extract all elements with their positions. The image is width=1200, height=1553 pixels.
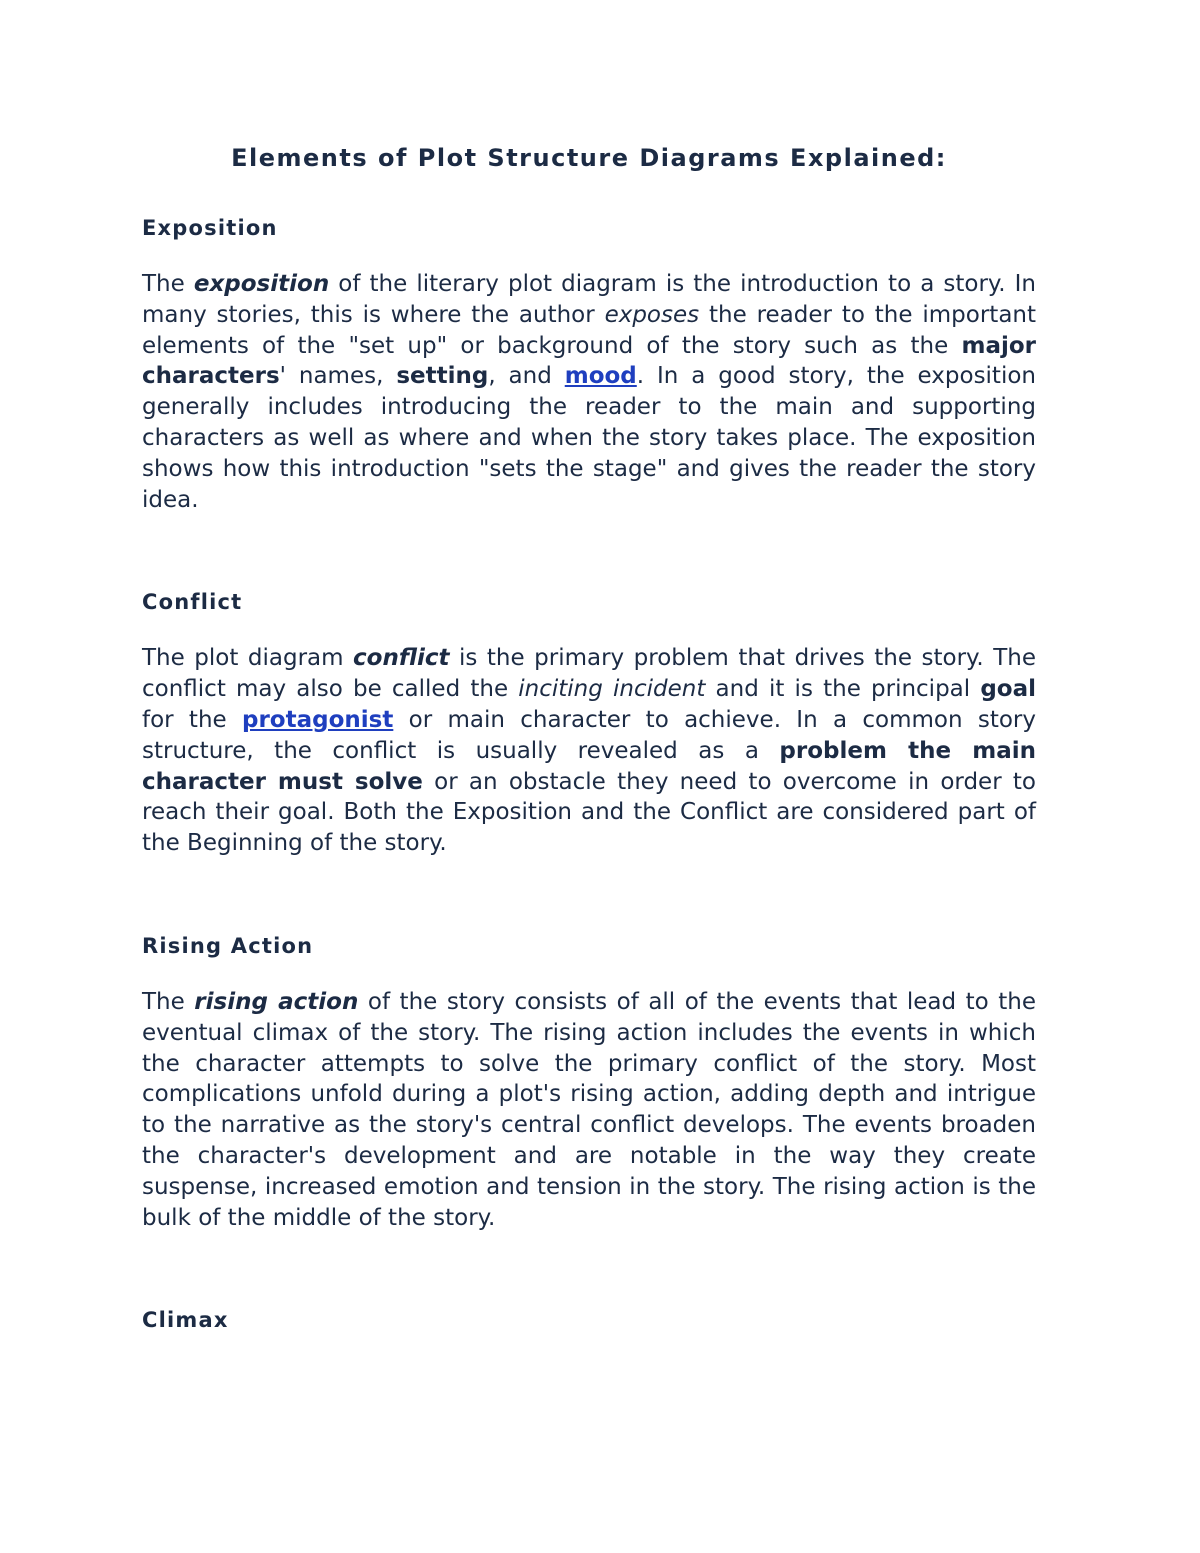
section-climax [142,1305,1036,1335]
body-text: or an obstacle they need to overcome in order to reach their goal. Both the Exposition and the Conflict are considered part of the Beginning of the story. [142,768,1036,857]
section-heading: Conflict [142,590,243,615]
section-paragraph [142,987,1036,1233]
bold-italic-text: conflict [353,645,450,672]
italic-text: exposes [604,301,700,328]
link-protagonist[interactable]: protagonist [241,706,394,733]
sections-container [142,213,1036,1335]
body-text: or main character to achieve. In a common story structure, the conflict is usually revealed as a [142,706,1036,764]
bold-text: setting [396,363,489,390]
body-text: , and [488,363,565,390]
document-title: Elements of Plot Structure Diagrams Explained: [231,144,947,172]
body-text: the reader to the important elements of the "set up" or background of the story such as the [142,301,1037,359]
body-text: of the literary plot diagram is the introduction to a story. In many stories, this is where the author [142,271,1036,328]
italic-text: inciting incident [518,676,706,703]
section-heading: Exposition [142,216,278,240]
body-text: The [142,271,194,297]
bold-text: problem the main character must solve [142,737,1036,795]
section-paragraph [142,269,1036,515]
section-conflict [142,587,1036,859]
body-text: and it is the principal [705,676,981,703]
emphasis-term [194,989,358,1015]
section-paragraph [142,643,1036,859]
body-text: for the [142,706,242,733]
bold-italic-text: rising action [194,988,359,1015]
bold-text: major characters [142,332,1036,390]
bold-italic-text: exposition [193,271,330,297]
body-text: of the story consists of all of the events that lead to the eventual climax of the story. The rising action includes the events in which the character attempts to solve the primary conflict of the story. Most complications unfold during a plot's rising action, adding depth and intrigue to the narrative as the story's central conflict develops. The events broaden the character's development and are notable in the way they create suspense, increased emotion and tension in the story. The rising action is the bulk of the middle of the story. [142,988,1036,1231]
link-mood[interactable]: mood [564,363,637,390]
body-text: ' names, [279,363,397,390]
document-page [142,140,1036,1361]
emphasis-term [194,271,329,297]
section-exposition [142,213,1036,515]
body-text: The [142,988,195,1015]
section-rising-action [142,931,1036,1233]
body-text: The plot diagram [142,645,354,672]
section-heading: Climax [142,1308,229,1333]
bold-text: goal [980,676,1036,703]
body-text: . In a good story, the exposition generally includes introducing the reader to the main and supporting characters as well as where and when the story takes place. The exposition shows how this introduction "sets the stage" and gives the reader the story idea. [142,363,1036,513]
emphasis-term [353,645,449,671]
body-text: is the primary problem that drives the story. The conflict may also be called the [142,645,1036,703]
section-heading: Rising Action [142,933,314,958]
